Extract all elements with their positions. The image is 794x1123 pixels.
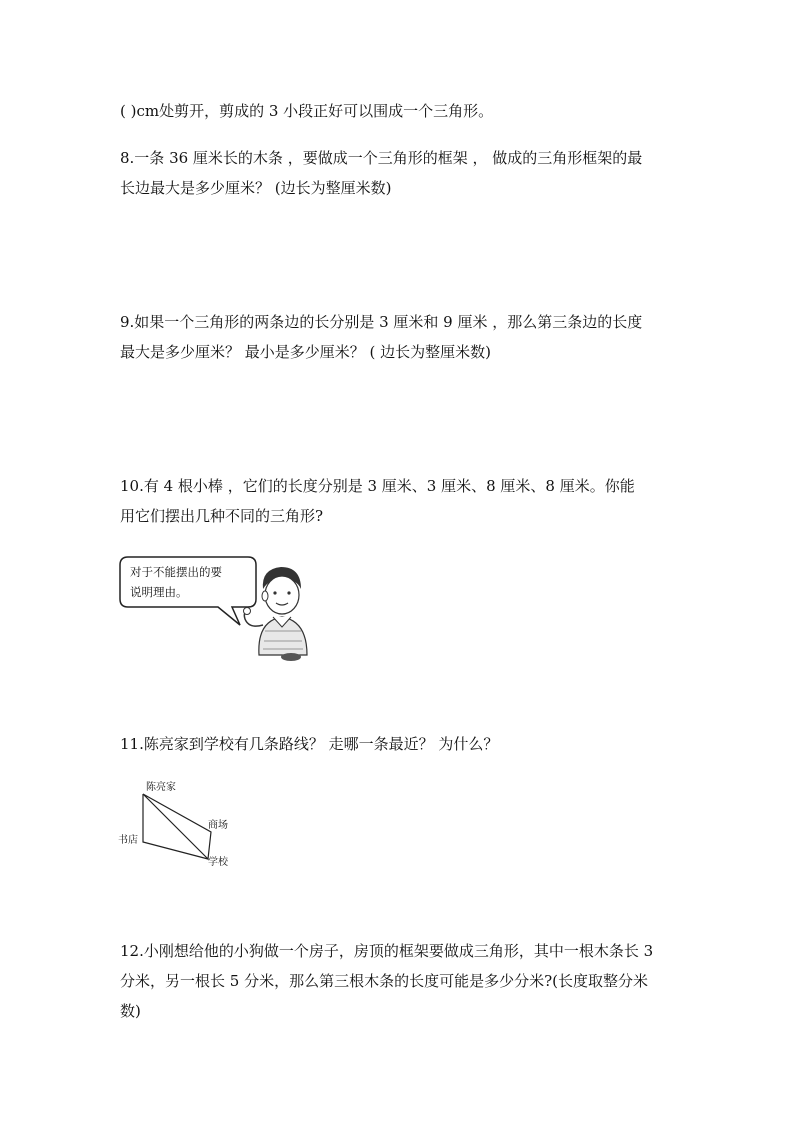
q10-line2: 用它们摆出几种不同的三角形? (120, 507, 324, 525)
route-map-diagram (115, 778, 255, 873)
q12-line2: 分米，另一根长 5 分米，那么第三根木条的长度可能是多少分米?(长度取整分米 (120, 972, 648, 990)
map-label-home: 陈亮家 (146, 782, 176, 793)
q9-line2: 最大是多少厘米？ 最小是多少厘米？ ( 边长为整厘米数) (120, 343, 492, 361)
route-map-lines (115, 778, 255, 873)
q12-line3: 数) (120, 1002, 141, 1020)
q7-continuation: ( )cm处剪开，剪成的 3 小段正好可以围成一个三角形。 (120, 102, 494, 120)
speech-bubble-line-1: 对于不能摆出的要 (130, 565, 222, 579)
map-label-school: 学校 (208, 857, 228, 868)
map-label-bookstore: 书店 (118, 835, 138, 846)
q8-line1: 8.一条 36 厘米长的木条 ，要做成一个三角形的框架 ， 做成的三角形框架的最 (120, 149, 643, 167)
boy-illustration-icon (235, 555, 315, 665)
map-label-mall: 商场 (208, 820, 228, 831)
q9-line1: 9.如果一个三角形的两条边的长分别是 3 厘米和 9 厘米 ，那么第三条边的长度 (120, 313, 643, 331)
speech-bubble-line-2: 说明理由。 (130, 585, 188, 599)
q12-line1: 12.小刚想给他的小狗做一个房子，房顶的框架要做成三角形，其中一根木条长 3 (120, 942, 654, 960)
speech-bubble-illustration (120, 555, 320, 665)
q10-line1: 10.有 4 根小棒 ，它们的长度分别是 3 厘米、3 厘米、8 厘米、8 厘米。你能 (120, 477, 635, 495)
q11-line: 11.陈亮家到学校有几条路线？ 走哪一条最近？ 为什么？ (120, 735, 499, 753)
q8-line2: 长边最大是多少厘米？ (边长为整厘米数) (120, 179, 392, 197)
